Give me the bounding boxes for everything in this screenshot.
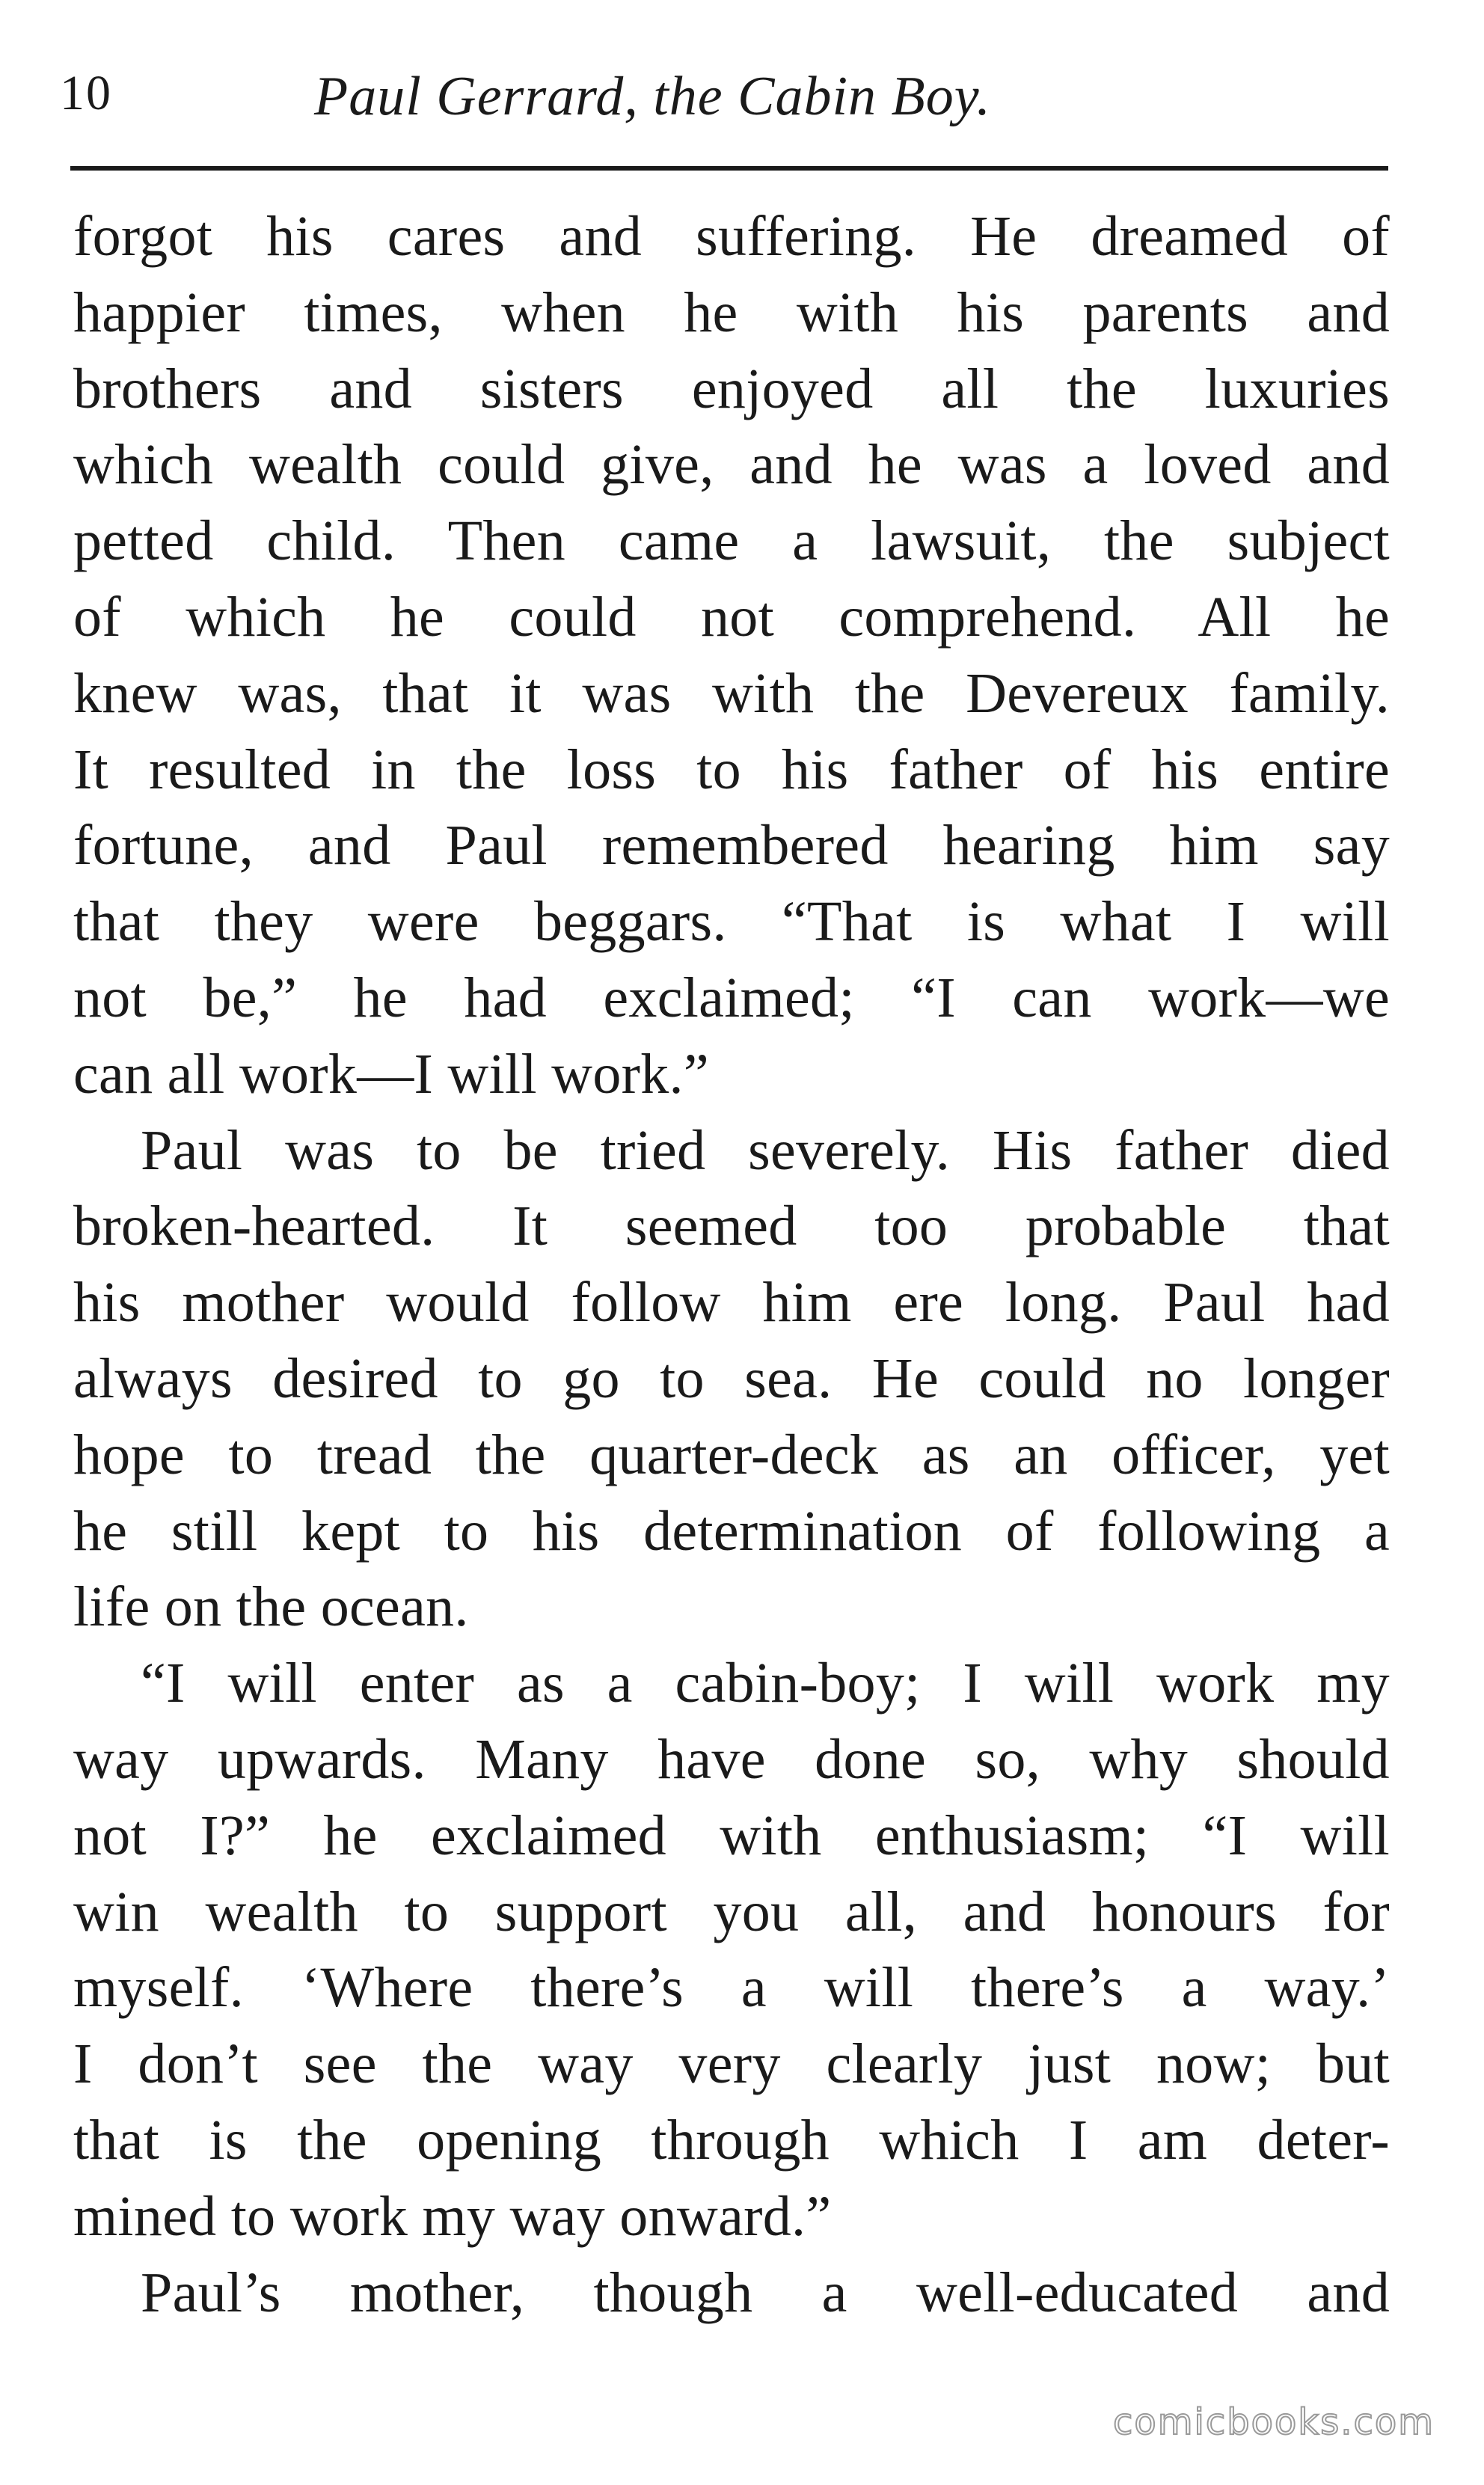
header-rule: [70, 166, 1388, 171]
text-line: of which he could not comprehend. All he: [73, 585, 1390, 649]
text-line: his mother would follow him ere long. Paul had: [73, 1271, 1390, 1335]
text-line: petted child. Then came a lawsuit, the subject: [73, 509, 1390, 573]
text-line: “I will enter as a cabin-boy; I will work my: [141, 1652, 1390, 1715]
text-line: It resulted in the loss to his father of his entire: [73, 738, 1390, 801]
text-line: life on the ocean.: [73, 1575, 469, 1639]
text-line: he still kept to his determination of following a: [73, 1499, 1390, 1563]
text-line: can all work—I will work.”: [73, 1042, 709, 1106]
text-line: which wealth could give, and he was a loved and: [73, 433, 1390, 497]
text-line: brothers and sisters enjoyed all the luxuries: [73, 357, 1390, 420]
text-line: that they were beggars. “That is what I will: [73, 890, 1390, 954]
text-line: not I?” he exclaimed with enthusiasm; “I will: [73, 1804, 1390, 1867]
text-line: always desired to go to sea. He could no longer: [73, 1346, 1390, 1410]
text-line: myself. ‘Where there’s a will there’s a way.’: [73, 1956, 1390, 2020]
text-line: that is the opening through which I am deter-: [73, 2108, 1390, 2172]
running-head: Paul Gerrard, the Cabin Boy.: [314, 66, 991, 127]
text-line: mined to work my way onward.”: [73, 2184, 832, 2248]
text-line: forgot his cares and suffering. He dreamed of: [73, 205, 1390, 268]
text-line: not be,” he had exclaimed; “I can work—we: [73, 966, 1390, 1029]
text-line: I don’t see the way very clearly just now; but: [73, 2032, 1390, 2096]
text-line: Paul’s mother, though a well-educated and: [141, 2261, 1390, 2324]
page-body: [73, 199, 1390, 2331]
text-line: Paul was to be tried severely. His father died: [141, 1118, 1390, 1182]
text-line: fortune, and Paul remembered hearing him say: [73, 814, 1390, 877]
text-line: win wealth to support you all, and honours for: [73, 1880, 1390, 1943]
text-line: hope to tread the quarter-deck as an officer, yet: [73, 1423, 1390, 1486]
text-line: happier times, when he with his parents and: [73, 281, 1390, 344]
text-line: broken-hearted. It seemed too probable that: [73, 1195, 1390, 1258]
watermark: comicbooks.com: [1112, 2401, 1435, 2443]
page-number: 10: [60, 66, 112, 120]
text-line: knew was, that it was with the Devereux family.: [73, 661, 1390, 725]
text-line: way upwards. Many have done so, why should: [73, 1727, 1390, 1791]
